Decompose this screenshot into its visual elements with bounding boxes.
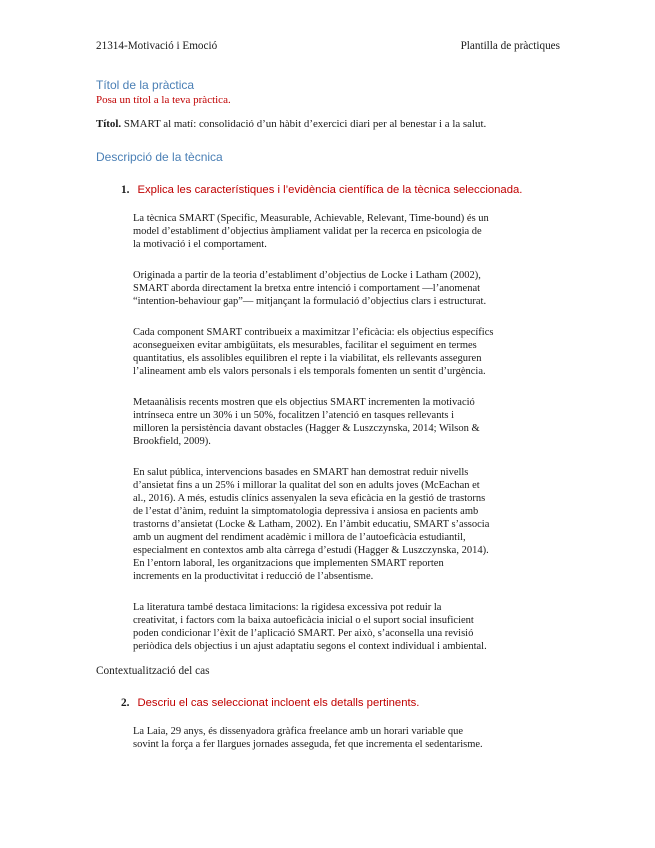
- paragraph-line: En l’entorn laboral, les organitzacions que implementen SMART reporten: [133, 558, 444, 569]
- paragraph-line: La tècnica SMART (Specific, Measurable, Achievable, Relevant, Time-bound) és un: [133, 213, 489, 224]
- paragraph-line: “intention-behaviour gap”— mitjançant la formulació d’objectius clars i estructurat.: [133, 296, 487, 307]
- paragraph-line: SMART aborda directament la bretxa entre intenció i comportament —l’anomenat: [133, 283, 481, 294]
- title-instruction: Posa un títol a la teva pràctica.: [96, 94, 231, 106]
- paragraph-line: especialment en contextos amb alta càrrega d’estudi (Hagger & Luszczynska, 2014).: [133, 545, 489, 556]
- paragraph-4: [96, 396, 558, 448]
- paragraph-line: trastorns d’ansietat (Locke & Latham, 2002). En l’àmbit educatiu, SMART s’associa: [133, 519, 490, 530]
- paragraph-1: [96, 212, 558, 251]
- paragraph-2: [96, 269, 558, 308]
- title-label: Títol.: [96, 118, 122, 130]
- paragraph-line: periòdica dels objectius i un ajust adaptatiu segons el context individual i ambiental.: [133, 641, 487, 652]
- question-2-number: 2.: [121, 697, 130, 709]
- document-body: [96, 78, 558, 751]
- paragraph-line: poden condicionar l’èxit de l’aplicació SMART. Per això, s’aconsella una revisió: [133, 628, 474, 639]
- paragraph-line: al., 2016). A més, estudis clínics assenyalen la seva eficàcia en la gestió de trastorns: [133, 493, 486, 504]
- paragraph-line: La Laia, 29 anys, és dissenyadora gràfica freelance amb un horari variable que: [133, 726, 464, 737]
- paragraph-line: milloren la persistència davant obstacles (Hagger & Luszczynska, 2014; Wilson &: [133, 423, 480, 434]
- paragraph-line: model d’establiment d’objectius àmpliament validat per la recerca en psicologia de: [133, 226, 482, 237]
- question-1: [96, 184, 558, 196]
- question-1-text: Explica les característiques i l’evidència científica de la tècnica seleccionada.: [137, 184, 523, 196]
- description-heading: Descripció de la tècnica: [96, 150, 223, 164]
- title-heading: Títol de la pràctica: [96, 78, 195, 92]
- paragraph-line: intrínseca entre un 30% i un 50%, focalitzen l’atenció en tasques rellevants i: [133, 410, 455, 421]
- paragraph-6: [96, 601, 558, 653]
- paragraph-5: [96, 466, 558, 583]
- paragraph-line: increments en la productivitat i reducció de l’absentisme.: [133, 571, 374, 582]
- paragraph-line: En salut pública, intervencions basades en SMART han demostrat reduir nivells: [133, 467, 469, 478]
- paragraph-line: quantitatius, els assolibles equilibren el repte i la viabilitat, els rellevants asseguren: [133, 353, 482, 364]
- course-code: 21314-Motivació i Emoció: [96, 40, 218, 52]
- context-paragraph: [96, 725, 558, 751]
- title-value: SMART al matí: consolidació d’un hàbit d’exercici diari per al benestar i a la salut.: [123, 118, 487, 130]
- paragraph-line: La literatura també destaca limitacions: la rigidesa excessiva pot reduir la: [133, 602, 442, 613]
- paragraph-line: la motivació i el comportament.: [133, 239, 267, 250]
- paragraph-line: sovint la força a fer llargues jornades asseguda, fet que incrementa el sedentarisme.: [133, 739, 483, 750]
- template-name: Plantilla de pràctiques: [460, 40, 560, 52]
- question-2: [96, 697, 558, 709]
- paragraph-line: aconsegueixen evitar ambigüitats, els mesurables, facilitar el seguiment en termes: [133, 340, 477, 351]
- paragraph-line: Cada component SMART contribueix a maximitzar l’eficàcia: els objectius específics: [133, 327, 494, 338]
- context-heading: Contextualització del cas: [96, 665, 210, 677]
- question-1-number: 1.: [121, 184, 130, 196]
- paragraph-line: Metaanàlisis recents mostren que els objectius SMART incrementen la motivació: [133, 397, 475, 408]
- paragraph-line: Originada a partir de la teoria d’establiment d’objectius de Locke i Latham (2002),: [133, 270, 481, 281]
- paragraph-line: Brookfield, 2009).: [133, 436, 211, 447]
- paragraph-line: creativitat, i factors com la baixa autoeficàcia inicial o el suport social insuficient: [133, 615, 474, 626]
- question-2-text: Descriu el cas seleccionat incloent els detalls pertinents.: [137, 697, 420, 709]
- paragraph-line: d’ansietat fins a un 25% i millorar la qualitat del son en adults joves (McEachan et: [133, 480, 480, 491]
- title-line: [96, 118, 558, 130]
- paragraph-line: de l’estat d’ànim, reduint la simptomatologia depressiva i ansiosa en pacients amb: [133, 506, 479, 517]
- paragraph-3: [96, 326, 558, 378]
- paragraph-line: amb un augment del rendiment acadèmic i millora de l’autoeficàcia estudiantil,: [133, 532, 466, 543]
- paragraph-line: l’alineament amb els valors personals i els temporals fomenten un sentit d’urgència.: [133, 366, 486, 377]
